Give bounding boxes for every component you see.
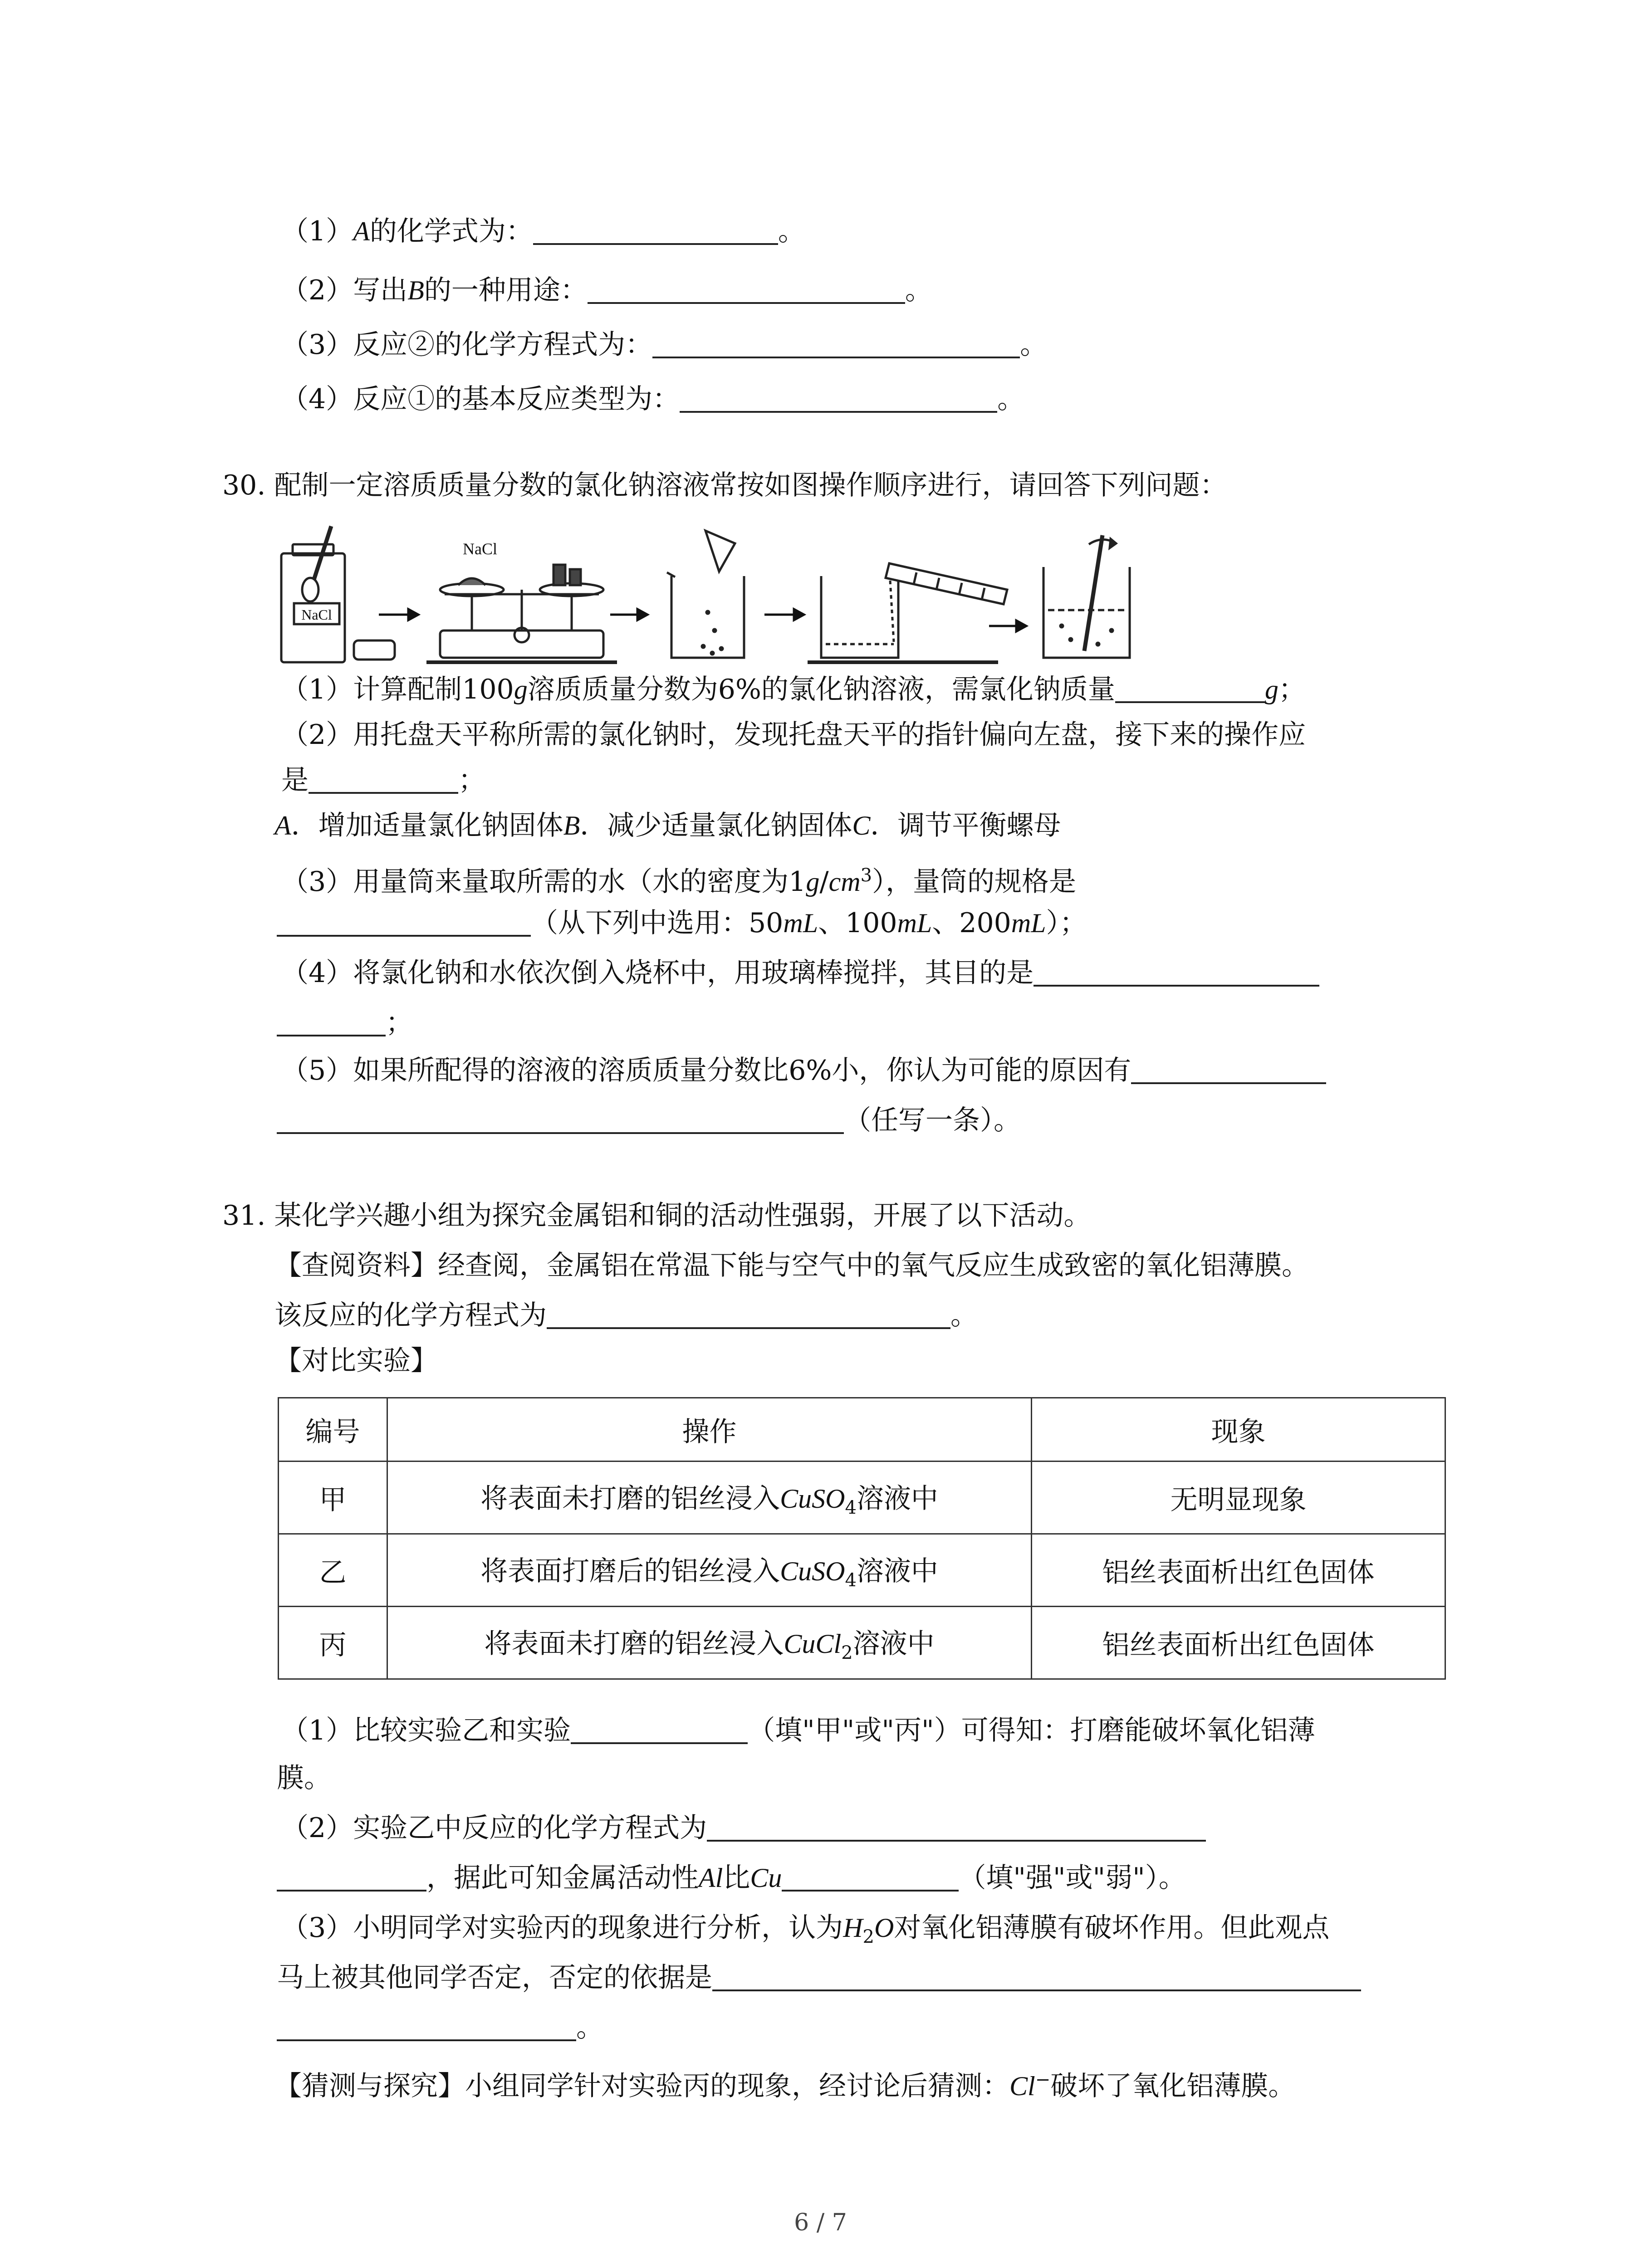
page-number: 6 / 7 bbox=[794, 2209, 847, 2236]
q30-part-5a: （5）如果所配得的溶液的溶质质量分数比6%小，你认为可能的原因有 bbox=[281, 1052, 1326, 1089]
stirring-beaker-icon bbox=[1043, 535, 1130, 658]
header-id: 编号 bbox=[279, 1398, 387, 1461]
q29-line-2: （2）写出B的一种用途： 。 bbox=[281, 274, 932, 306]
answer-blank[interactable] bbox=[571, 1716, 748, 1744]
q31-sub-3b: 马上被其他同学否定，否定的依据是 bbox=[277, 1960, 1361, 1996]
q30-part-1: （1）计算配制100g溶质质量分数为6%的氯化钠溶液，需氯化钠质量 g； bbox=[281, 674, 1306, 705]
table-row: 甲 将表面未打磨的铝丝浸入CuSO$_4$溶液中 无明显现象 bbox=[279, 1461, 1445, 1534]
cylinder-pouring-icon bbox=[821, 563, 1007, 658]
answer-blank[interactable] bbox=[533, 217, 778, 245]
stopper-icon bbox=[354, 640, 395, 660]
q31-info-line-1: 【查阅资料】经查阅，金属铝在常温下能与空气中的氧气反应生成致密的氧化铝薄膜。 bbox=[274, 1250, 1309, 1281]
answer-blank[interactable] bbox=[1115, 675, 1265, 703]
answer-blank[interactable] bbox=[309, 766, 458, 794]
comparison-table bbox=[278, 1397, 1446, 1680]
q31-info-line-2: 该反应的化学方程式为 。 bbox=[274, 1300, 978, 1331]
arrow-icon bbox=[379, 609, 418, 620]
q30-part-3b: （从下列中选用：50mL、100mL、200mL）； bbox=[277, 905, 1087, 941]
table-row: 丙 将表面未打磨的铝丝浸入CuCl$_2$溶液中 铝丝表面析出红色固体 bbox=[279, 1607, 1445, 1679]
answer-blank[interactable] bbox=[277, 909, 531, 937]
balance-icon bbox=[426, 565, 617, 662]
answer-blank[interactable] bbox=[707, 1813, 1206, 1842]
operation-cell: 将表面未打磨的铝丝浸入CuCl$_2$溶液中 bbox=[387, 1607, 1032, 1679]
q30-stem: 30. 配制一定溶质质量分数的氯化钠溶液常按如图操作顺序进行，请回答下列问题： bbox=[222, 469, 1227, 501]
balance-label: NaCl bbox=[463, 540, 497, 558]
q31-guess: 【猜测与探究】小组同学针对实验丙的现象，经讨论后猜测：Cl−破坏了氧化铝薄膜。 bbox=[274, 2069, 1296, 2102]
q31-sub-1b: 膜。 bbox=[277, 1762, 331, 1794]
q30-part-4a: （4）将氯化钠和水依次倒入烧杯中，用玻璃棒搅拌，其目的是 bbox=[281, 955, 1319, 991]
q31-sub-2b: ，据此可知金属活动性Al比Cu （填"强"或"弱"）。 bbox=[277, 1860, 1186, 1896]
operation-cell: 将表面未打磨的铝丝浸入CuSO$_4$溶液中 bbox=[387, 1461, 1032, 1534]
q29-line-1: （1）A的化学式为： 。 bbox=[281, 215, 805, 247]
table-header-row bbox=[279, 1398, 1445, 1461]
answer-blank[interactable] bbox=[652, 330, 1020, 358]
answer-blank[interactable] bbox=[712, 1963, 1361, 1991]
q30-part-2b: 是 ； bbox=[281, 764, 485, 796]
q31-sub-1a: （1）比较实验乙和实验 （填"甲"或"丙"）可得知：打磨能破坏氧化铝薄 bbox=[281, 1715, 1315, 1746]
answer-blank[interactable] bbox=[588, 276, 905, 304]
answer-blank[interactable] bbox=[277, 1008, 386, 1036]
operation-cell: 将表面打磨后的铝丝浸入CuSO$_4$溶液中 bbox=[387, 1534, 1032, 1607]
solution-preparation-figure bbox=[272, 522, 1388, 667]
answer-blank[interactable] bbox=[277, 2013, 576, 2041]
q31-sub-3a: （3）小明同学对实验丙的现象进行分析，认为$H_2O$对氧化铝薄膜有破坏作用。但此观点 bbox=[281, 1912, 1330, 1947]
q31-stem: 31. 某化学兴趣小组为探究金属铝和铜的活动性强弱，开展了以下活动。 bbox=[222, 1200, 1091, 1232]
arrow-icon bbox=[764, 609, 804, 620]
arrow-icon bbox=[989, 621, 1026, 631]
q29-line-4: （4）反应①的基本反应类型为： 。 bbox=[281, 383, 1025, 415]
arrow-icon bbox=[610, 609, 647, 620]
answer-blank[interactable] bbox=[680, 385, 997, 413]
jar-label: NaCl bbox=[301, 606, 332, 623]
q30-part-2a: （2）用托盘天平称所需的氯化钠时，发现托盘天平的指针偏向左盘，接下来的操作应 bbox=[281, 719, 1306, 751]
q30-part-5b: （任写一条）。 bbox=[277, 1102, 1021, 1139]
q31-sub-2a: （2）实验乙中反应的化学方程式为 bbox=[281, 1810, 1206, 1846]
q31-sub-3c: 。 bbox=[277, 2009, 603, 2046]
q30-part-3a: （3）用量筒来量取所需的水（水的密度为$1g/cm^3$），量筒的规格是 bbox=[281, 865, 1077, 898]
beaker-icon bbox=[667, 531, 744, 658]
reagent-jar-icon bbox=[281, 526, 345, 662]
answer-blank[interactable] bbox=[1034, 958, 1319, 987]
answer-blank[interactable] bbox=[547, 1301, 950, 1329]
answer-blank[interactable] bbox=[277, 1863, 426, 1892]
q30-part-4b: ； bbox=[277, 1005, 413, 1041]
answer-blank[interactable] bbox=[782, 1863, 959, 1892]
answer-blank[interactable] bbox=[277, 1106, 844, 1134]
answer-blank[interactable] bbox=[1131, 1056, 1326, 1084]
q29-line-3: （3）反应②的化学方程式为： 。 bbox=[281, 329, 1048, 361]
q31-experiment-title: 【对比实验】 bbox=[274, 1345, 438, 1377]
header-operation: 操作 bbox=[387, 1398, 1032, 1461]
header-phenomenon: 现象 bbox=[1032, 1398, 1445, 1461]
table-row: 乙 将表面打磨后的铝丝浸入CuSO$_4$溶液中 铝丝表面析出红色固体 bbox=[279, 1534, 1445, 1607]
q30-part-2-options: A．增加适量氯化钠固体B．减少适量氯化钠固体C．调节平衡螺母 bbox=[274, 810, 1061, 841]
